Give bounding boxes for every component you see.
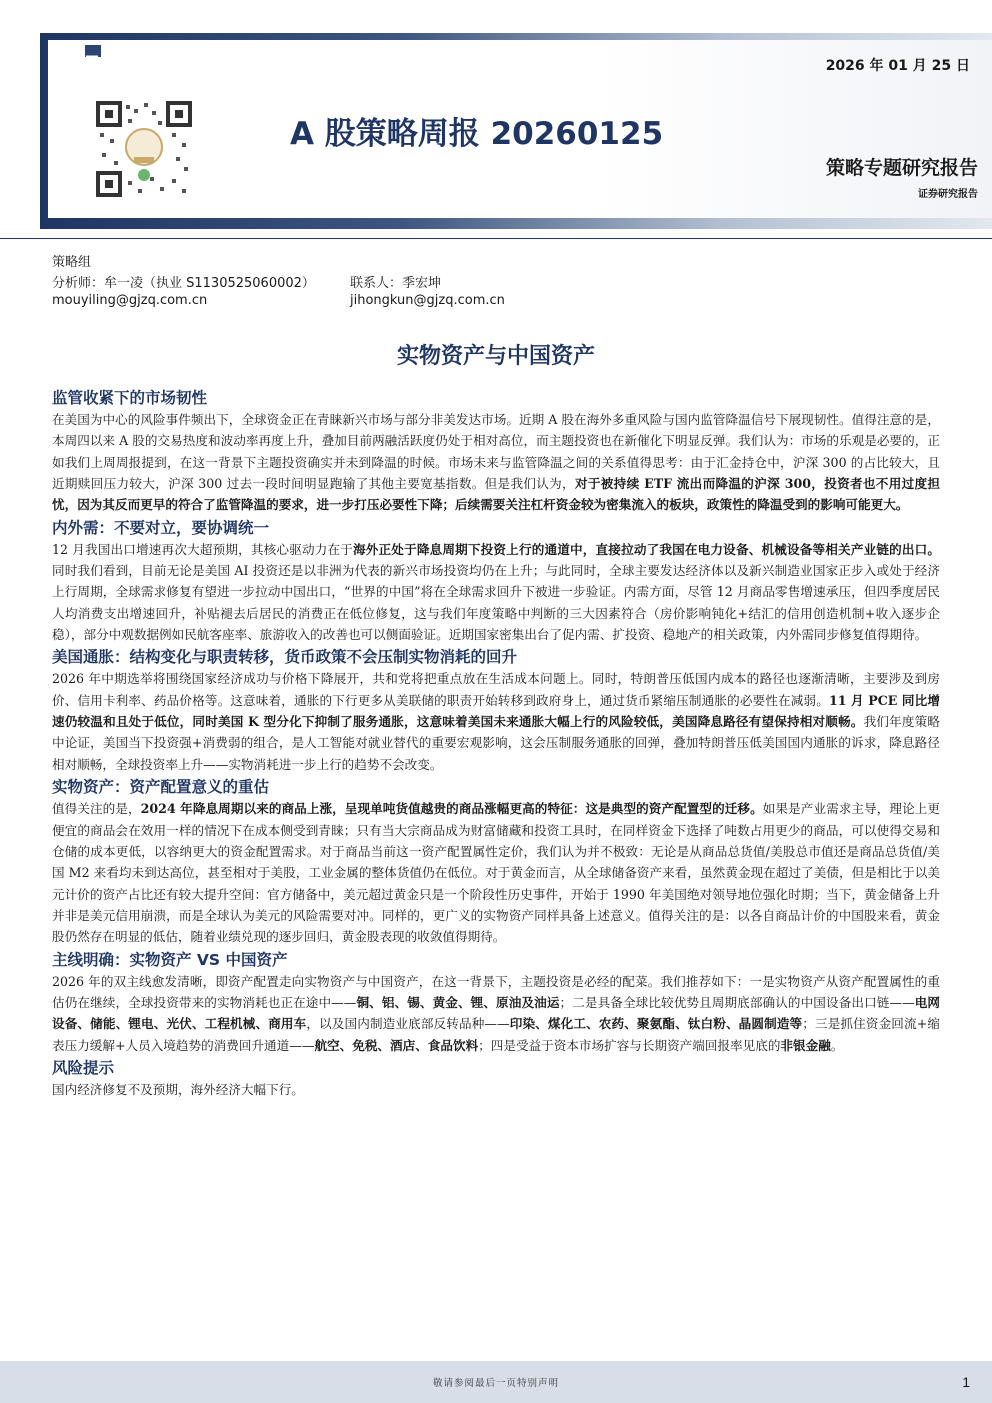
section-paragraph [52, 798, 940, 947]
contact-line: 联系人：季宏坤 [350, 276, 442, 291]
emphasis-text: 11 月 PCE 同比增速仍较温和且处于低位，同时美国 K 型分化下抑制了服务通胀，这意味着美国未来通胀大幅上行的风险较低，美国降息路径有望保持相对顺畅。 [52, 692, 940, 730]
body-text: 2026 年的双主线愈发清晰，即资产配置走向实物资产与中国资产，在这一背景下，主题投资是必经的配菜。我们推荐如下：一是实物资产从资产配置属性的重估仍在继续，全球投资带来的实物消耗也正在途中—— [52, 973, 940, 1010]
document-title: 实物资产与中国资产 [396, 344, 595, 369]
emphasis-text: 航空、免税、酒店、食品饮料 [314, 1037, 479, 1053]
author-group: 策略组 [52, 255, 92, 270]
analyst-email: mouyiling@gjzq.com.cn [52, 293, 208, 308]
header-divider [0, 238, 992, 239]
logo-name-cn: 国金证券 [108, 42, 180, 63]
body-text: ；二是具备全球比较优势且周期底部确认的中国设备出口链—— [559, 994, 915, 1010]
emphasis-text: 非银金融 [780, 1037, 831, 1053]
page-number: 1 [962, 1374, 970, 1390]
report-type: 策略专题研究报告 [825, 157, 978, 179]
body-text: 。 [830, 1037, 844, 1053]
section-heading: 主线明确：实物资产 VS 中国资产 [52, 950, 288, 969]
section-paragraph [52, 668, 940, 775]
section-paragraph [52, 409, 940, 516]
company-logo [72, 43, 197, 71]
body-text: 国内经济修复不及预期，海外经济大幅下行。 [52, 1081, 304, 1097]
logo-name-en: SINOLINK SECURITIES [108, 60, 197, 70]
footer-disclaimer: 敬请参阅最后一页特别声明 [432, 1378, 559, 1389]
section-heading: 实物资产：资产配置意义的重估 [52, 778, 270, 797]
body-text: 2026 年中期选举将围绕国家经济成功与价格下降展开，共和党将把重点放在生活成本问题上。同时，特朗普压低国内成本的路径也逐渐清晰，主要涉及到房价、信用卡利率、药品价格等。这意味着，通胀的下行更多从美联储的职责开始转移到政府身上，通过货币紧缩压制通胀的必要性在减弱。 [52, 671, 940, 708]
body-text: ；四是受益于资本市场扩容与长期资产端回报率见底的 [478, 1037, 781, 1053]
body-text: 在美国为中心的风险事件频出下，全球资金正在青睐新兴市场与部分非美发达市场。近期 A 股在海外多重风险与国内监管降温信号下展现韧性。值得注意的是，本周四以来 A 股的交易热度和波动率再度上升，叠加目前两融活跃度仍处于相对高位，而主题投资也在新催化下明显反弹。我们认为：市场的乐观是必要的，正如我们上周周报提到，在这一背景下主题投资确实并未到降温的时候。市场未来与监管降温之间的关系值得思考：由于汇金持仓中，沪深 300 的占比较大，且近期赎回压力较大，沪深 300 过去一段时间明显跑输了其他主要宽基指数。但是我们认为， [52, 412, 940, 492]
body-text: 值得关注的是， [52, 801, 141, 817]
section-paragraph [52, 539, 940, 646]
body-text: ，以及国内制造业底部反转品种—— [306, 1016, 510, 1032]
body-text: 12 月我国出口增速再次大超预期，其核心驱动力在于 [52, 541, 354, 557]
emphasis-text: 2024 年降息周期以来的商品上涨，呈现单吨货值越贵的商品涨幅更高的特征：这是典型的资产配置型的迁移。 [140, 801, 763, 817]
contact-email: jihongkun@gjzq.com.cn [350, 293, 505, 308]
report-body [52, 387, 940, 1101]
report-title: A 股策略周报 20260125 [290, 116, 664, 152]
body-text: 如果是产业需求主导，理论上更便宜的商品会在效用一样的情况下在成本侧受到青睐；只有当大宗商品成为财富储藏和投资工具时，在同样资金下选择了吨数占用更少的商品，可以使得交易和仓储的成本更低，以容纳更大的资金配置需求。对于商品当前这一资产配置属性定价，我们认为并不极致：无论是从商品总货值/美股总市值还是商品总货值/美国 M2 来看均未到达高位，甚至相对于美股，工业金属的整体货值仍在低位。对于黄金而言，从全球储备资产来看，虽然黄金现在超过了美债，但是相比于以美元计价的资产占比还有较大提升空间：官方储备中，美元超过黄金只是一个阶段性历史事件，开始于 1990 年美国绝对领导地位强化时期；当下，黄金储备上升并非是美元信用崩溃，而是全球认为美元的风险需要对冲。同样的，更广义的实物资产同样具备上述意义。值得关注的是：以各自商品计价的中国股来看，黄金股仍然存在明显的低估，随着业绩兑现的逐步回归，黄金股表现的收敛值得期待。 [52, 801, 941, 945]
section-heading: 风险提示 [52, 1058, 115, 1077]
emphasis-text: 海外正处于降息周期下投资上行的通道中，直接拉动了我国在电力设备、机械设备等相关产业链的出口。 [353, 541, 941, 557]
section-paragraph [52, 971, 940, 1056]
emphasis-text: 印染、煤化工、农药、聚氨酯、钛白粉、晶圆制造等 [509, 1016, 803, 1032]
section-paragraph [52, 1079, 940, 1100]
body-text: 同时我们看到，目前无论是美国 AI 投资还是以非洲为代表的新兴市场投资均仍在上升；与此同时，全球主要发达经济体以及新兴制造业国家正步入或处于经济上行周期，全球需求修复有望进一步拉动中国出口，“世界的中国”将在全球需求回升下被进一步验证。内需方面，尽管 12 月商品零售增速承压，但四季度居民人均消费支出增速回升，补贴褪去后居民的消费正在低位修复，这与我们年度策略中判断的三大因素符合（房价影响钝化+结汇的信用创造机制+收入逐步企稳），部分中观数据例如民航客座率、旅游收入的改善也可以侧面验证。近期国家密集出台了促内需、扩投资、稳地产的相关政策，内外需同步修复值得期待。 [52, 563, 940, 643]
emphasis-text: 电网设备、储能、锂电、光伏、工程机械、商用车 [52, 994, 941, 1032]
emphasis-text: 对于被持续 ETF 流出而降温的沪深 300，投资者也不用过度担忧，因为其反而更早的符合了监管降温的要求，进一步打压必要性下降；后续需要关注杠杆资金较为密集流入的板块，政策性的降温受到的影响可能更大。 [52, 476, 941, 513]
sinolink-logo-icon [72, 43, 102, 71]
emphasis-text: 铜、铝、锡、黄金、锂、原油及油运 [356, 994, 560, 1010]
report-subtype: 证券研究报告 [918, 189, 978, 200]
section-heading: 内外需：不要对立，要协调统一 [52, 518, 270, 537]
report-date: 2026 年 01 月 25 日 [825, 58, 970, 74]
section-heading: 监管收紧下的市场韧性 [52, 389, 208, 407]
qr-code-icon [92, 97, 196, 201]
analyst-line: 分析师：牟一凌（执业 S1130525060002） [52, 276, 315, 291]
body-text: 我们年度策略中论证，美国当下投资强+消费弱的组合，是人工智能对就业替代的重要宏观影响，这会压制服务通胀的回弹，叠加特朗普压低美国国内通胀的诉求，降息路径相对顺畅，全球投资率上升——实物消耗进一步上行的趋势不会改变。 [52, 714, 941, 772]
body-text: ；三是抓住资金回流+缩表压力缓解+人员入境趋势的消费回升通道—— [52, 1016, 941, 1053]
section-heading: 美国通胀：结构变化与职责转移，货币政策不会压制实物消耗的回升 [52, 648, 518, 667]
